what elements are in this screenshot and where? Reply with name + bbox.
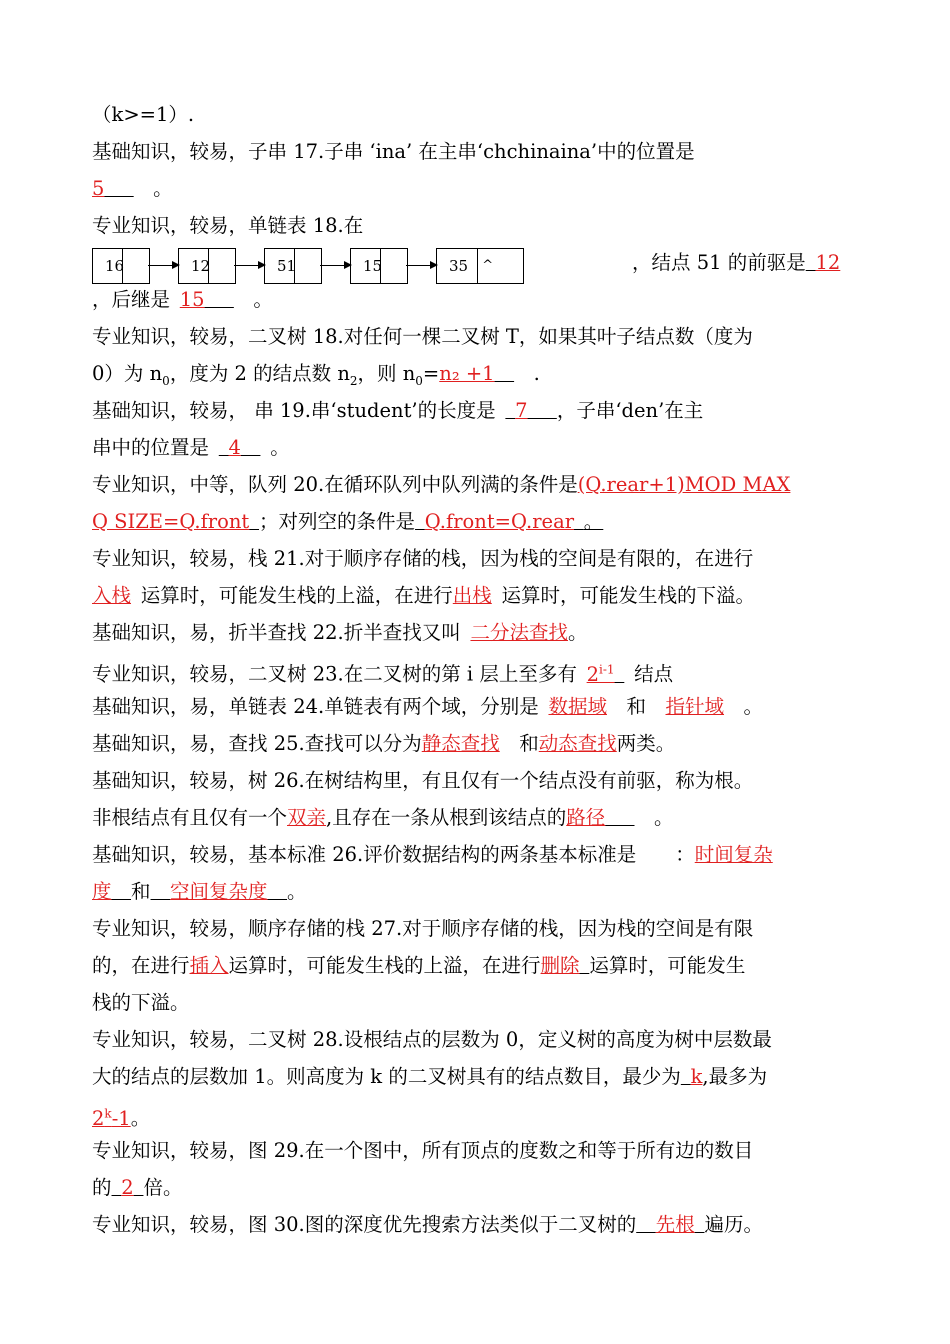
answer-20-empty: Q.front=Q.rear [424, 510, 575, 533]
arrow-icon [148, 265, 178, 266]
question-29-cont: 的 2 倍。 [92, 1176, 183, 1199]
answer-17: 5 [92, 177, 105, 200]
question-20-cont: Q SIZE=Q.front ；对列空的条件是 Q.front=Q.rear 。 [92, 510, 604, 533]
answer-25-dynamic: 动态查找 [538, 732, 617, 755]
list-node: 51 [264, 248, 322, 284]
answer-20-full: (Q.rear+1)MOD MAX [577, 473, 791, 496]
answer-27-delete: 删除 [540, 954, 580, 977]
answer-26b-time: 时间复杂 [694, 843, 773, 866]
list-node: 15 [350, 248, 408, 284]
list-node: 12 [178, 248, 236, 284]
question-28-end: 2$^k$-1。 [92, 1106, 151, 1130]
answer-21-push: 入栈 [92, 584, 132, 607]
answer-28-max: 2$^k$-1 [92, 1106, 131, 1130]
question-23: 专业知识，较易，二叉树 23.在二叉树的第 i 层上至多有 2$^{i-1}$ 结点 [92, 662, 674, 686]
answer-21-pop: 出栈 [452, 584, 492, 607]
question-30: 专业知识，较易，图 30.图的深度优先搜索方法类似于二叉树的 先根 遍历。 [92, 1213, 763, 1236]
document-page [92, 96, 862, 1243]
answer-23: 2$^{i-1}$ [586, 662, 615, 686]
question-19: 基础知识，较易， 串 19.串‘student’的长度是 7 ，子串‘den’在主 [92, 399, 704, 422]
answer-24-pointer: 指针域 [665, 695, 725, 718]
question-19-cont: 串中的位置是 4 。 [92, 436, 290, 459]
question-18a: 专业知识，较易，单链表 18.在 [92, 214, 364, 237]
question-29: 专业知识，较易，图 29.在一个图中，所有顶点的度数之和等于所有边的数目 [92, 1139, 754, 1162]
answer-24-data: 数据域 [548, 695, 607, 718]
question-26b: 基础知识，较易，基本标准 26.评价数据结构的两条基本标准是 ：时间复杂 [92, 843, 773, 866]
answer-18a-successor: 15 [179, 288, 205, 311]
answer-28-min: k [690, 1065, 703, 1088]
question-26a-cont: 非根结点有且仅有一个双亲,且存在一条从根到该结点的路径 。 [92, 806, 674, 829]
question-26b-cont: 度 和 空间复杂度 。 [92, 880, 307, 903]
question-22: 基础知识，易，折半查找 22.折半查找又叫 二分法查找。 [92, 621, 588, 644]
answer-30: 先根 [655, 1213, 695, 1236]
answer-19-position: 4 [228, 436, 241, 459]
question-21: 专业知识，较易，栈 21.对于顺序存储的栈，因为栈的空间是有限的，在进行 [92, 547, 754, 570]
question-18b: 专业知识，较易，二叉树 18.对任何一棵二叉树 T，如果其叶子结点数（度为 [92, 325, 753, 348]
answer-29: 2 [121, 1176, 134, 1199]
question-28-cont: 大的结点的层数加 1。则高度为 k 的二叉树具有的结点数目，最少为 k,最多为 [92, 1065, 768, 1088]
question-18b-cont: 0）为 $n_0$，度为 2 的结点数 $n_2$，则 $n_0=n_2 +1$ . [92, 362, 540, 388]
question-27-end: 栈的下溢。 [92, 991, 190, 1014]
line-k-condition: （k>=1）. [92, 103, 195, 126]
question-28: 专业知识，较易，二叉树 28.设根结点的层数为 0，定义树的高度为树中层数最 [92, 1028, 772, 1051]
answer-26a-path: 路径 [566, 806, 606, 829]
question-17: 基础知识，较易，子串 17.子串 ‘ina’ 在主串‘chchinaina’中的位置是 [92, 140, 695, 163]
question-18a-cont: ，后继是 15 。 [92, 288, 273, 311]
answer-18b: n₂ +1 [439, 362, 495, 385]
arrow-icon [234, 265, 264, 266]
answer-25-static: 静态查找 [421, 732, 500, 755]
answer-26a-parent: 双亲 [287, 806, 327, 829]
arrow-icon [406, 265, 436, 266]
linked-list-diagram: 16 12 51 15 35 ^ ，结点 51 的前驱是 12 [92, 244, 862, 281]
null-pointer-icon: ^ [482, 258, 494, 273]
answer-26b-time-cont: 度 [92, 880, 112, 903]
answer-26b-space: 空间复杂度 [170, 880, 268, 903]
answer-27-insert: 插入 [189, 954, 229, 977]
question-25: 基础知识，易，查找 25.查找可以分为静态查找 和动态查找两类。 [92, 732, 676, 755]
answer-22: 二分法查找 [470, 621, 568, 644]
question-20: 专业知识，中等，队列 20.在循环队列中队列满的条件是(Q.rear+1)MOD MAX [92, 473, 791, 496]
question-24: 基础知识，易，单链表 24.单链表有两个域，分别是 数据域 和 指针域 。 [92, 695, 764, 718]
question-27: 专业知识，较易，顺序存储的栈 27.对于顺序存储的栈，因为栈的空间是有限 [92, 917, 754, 940]
question-27-cont: 的，在进行插入运算时，可能发生栈的上溢，在进行删除 运算时，可能发生 [92, 954, 746, 977]
question-21-cont: 入栈 运算时，可能发生栈的上溢，在进行出栈 运算时，可能发生栈的下溢。 [92, 584, 756, 607]
answer-20-full-cont: Q SIZE=Q.front [92, 510, 250, 533]
list-node: 16 [92, 248, 150, 284]
question-26a: 基础知识，较易，树 26.在树结构里，有且仅有一个结点没有前驱，称为根。 [92, 769, 754, 792]
answer-19-length: 7 [515, 399, 528, 422]
question-17-answer-line: 5 。 [92, 177, 173, 200]
answer-18a-predecessor: 12 [815, 251, 841, 274]
list-node-tail: 35 ^ [436, 248, 524, 284]
arrow-icon [320, 265, 350, 266]
